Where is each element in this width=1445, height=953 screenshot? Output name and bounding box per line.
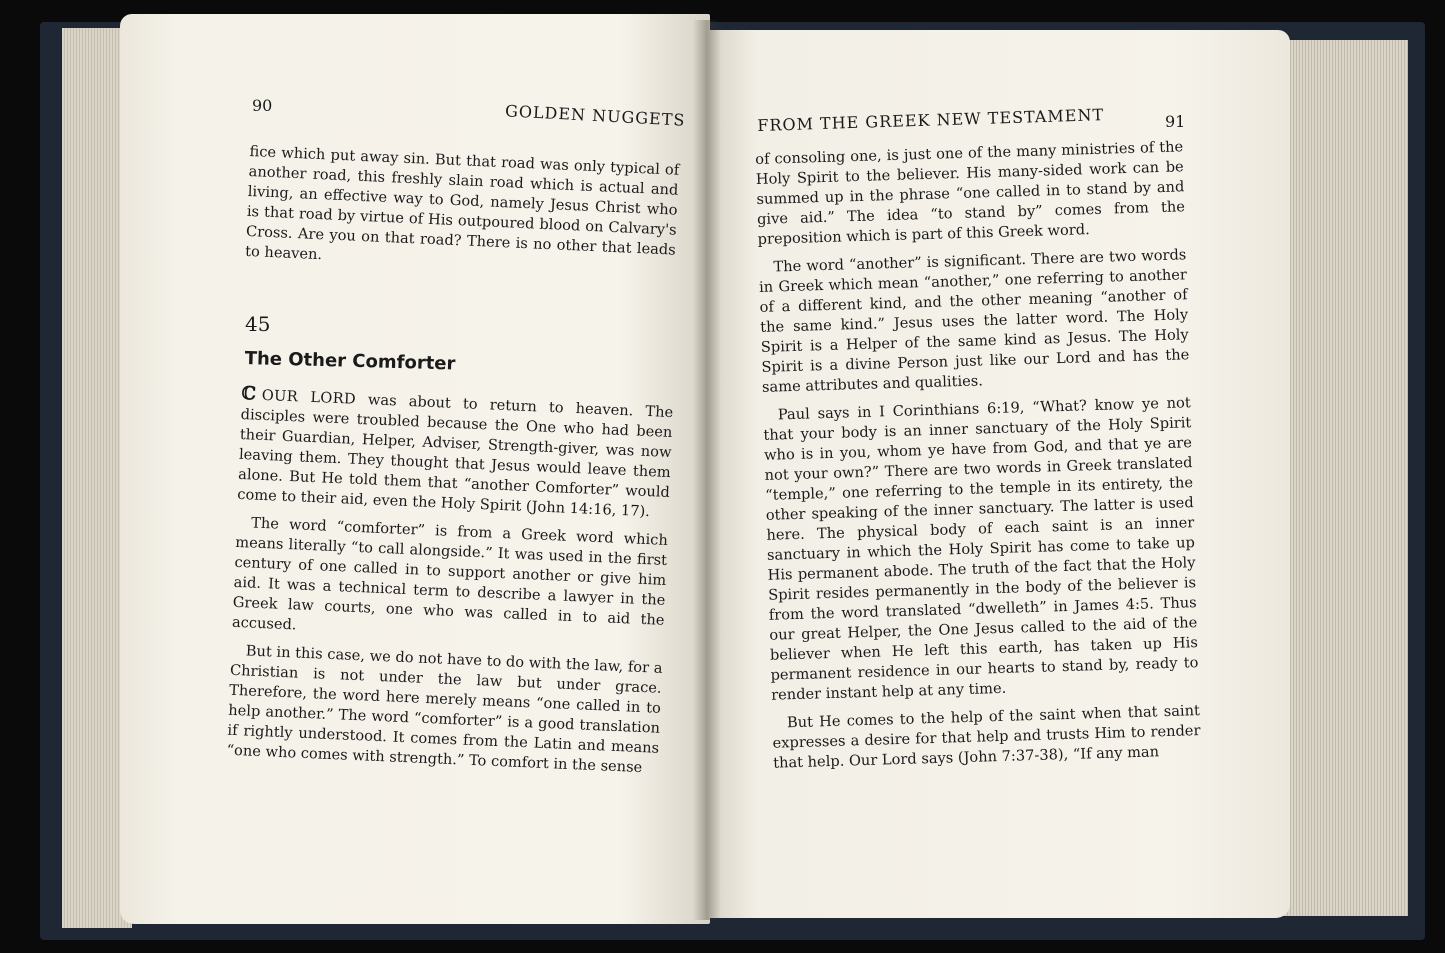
right-page	[705, 30, 1290, 918]
paragraph-3: But in this case, we do not have to do with the law, for a Christian is not under the law but under grace. Therefore, the word here merely means “one called in to help another.” The word “comforter” is a good translation if rightly understood. It comes from the Latin and means “one who comes with strength.” To comfort in the sense	[226, 642, 663, 777]
left-text-body	[226, 384, 674, 787]
continuation-paragraph: fice which put away sin. But that road was only typical of another road, this freshly slain road which is actual and living, an effective way to God, namely Jesus Christ who is that road by virtue of His outpoured blood on Calvary's Cross. Are you on that road? There is no other that leads to heaven.	[244, 142, 680, 264]
right-paragraph-3: Paul says in I Corinthians 6:19, “What? know ye not that your body is an inner sanctuary of the Holy Spirit who is in you, whom ye have from God, and that ye are not your own?” There are two words in Greek translated “temple,” one referring to the temple in its entirety, the other speaking of the inner sanctuary. The latter is used here. The physical body of each saint is an inner sanctuary in which the Holy Spirit has come to take up His permanent abode. The truth of the fact that the Holy Spirit resides permanently in the body of the believer is from the word translated “dwelleth” in James 4:5. Thus our great Helper, the One Jesus called to the aid of the believer when He left this earth, has taken up His permanent residence in our hearts to stand by, ready to render instant help at any time.	[763, 394, 1199, 704]
paragraph-1-lead: OUR LORD	[261, 386, 357, 408]
right-paragraph-2: The word “another” is significant. There are two words in Greek which mean “another,” one referring to another of a different kind, and the other meaning “another of the same kind.” Jesus uses the latter word. The Holy Spirit is a Helper of the same kind as Jesus. The Holy Spirit is a divine Person just like our Lord and has the same attributes and qualities.	[758, 246, 1190, 396]
paragraph-2: The word “comforter” is from a Greek word which means literally “to call alongside.” It was used in the first century of one called in to support another or give him aid. It was a technical term to describe a lawyer in the Greek law courts, one who was called in to aid the accused.	[231, 514, 669, 634]
book-gutter	[693, 20, 721, 920]
page-number-right: 91	[1165, 112, 1186, 131]
paragraph-1-text: was about to return to heaven. The disciples were troubled because the One who had been their Guardian, Helper, Adviser, Strength-giver, was now leaving them. They thought that Jesus would leave them alone. But He told them that “another Comforter” would come to their aid, even the Holy Spirit (John 14:16, 17).	[237, 390, 674, 521]
section-number: 45	[245, 312, 271, 336]
page-number-left: 90	[252, 96, 273, 115]
right-paragraph-4: But He comes to the help of the saint when that saint expresses a desire for that help and trusts Him to render that help. Our Lord says (John 7:37-38), “If any man	[772, 702, 1201, 772]
section-title: The Other Comforter	[244, 348, 456, 375]
paragraph-1	[237, 384, 674, 523]
left-text-top	[244, 142, 679, 289]
right-paragraph-1: of consoling one, is just one of the many ministries of the Holy Spirit to the believer. His many-sided work can be summed up in the phrase “one called in to stand by and give aid.” The idea “to stand by” comes from the preposition which is part of this Greek word.	[755, 138, 1186, 248]
left-page	[120, 14, 710, 924]
running-head-right: FROM THE GREEK NEW TESTAMENT	[757, 105, 1105, 135]
right-page-edges	[1270, 40, 1408, 916]
running-head-left: GOLDEN NUGGETS	[504, 101, 686, 130]
paragraph-marker-icon: ℂ	[241, 383, 257, 405]
right-text-body	[755, 137, 1202, 781]
